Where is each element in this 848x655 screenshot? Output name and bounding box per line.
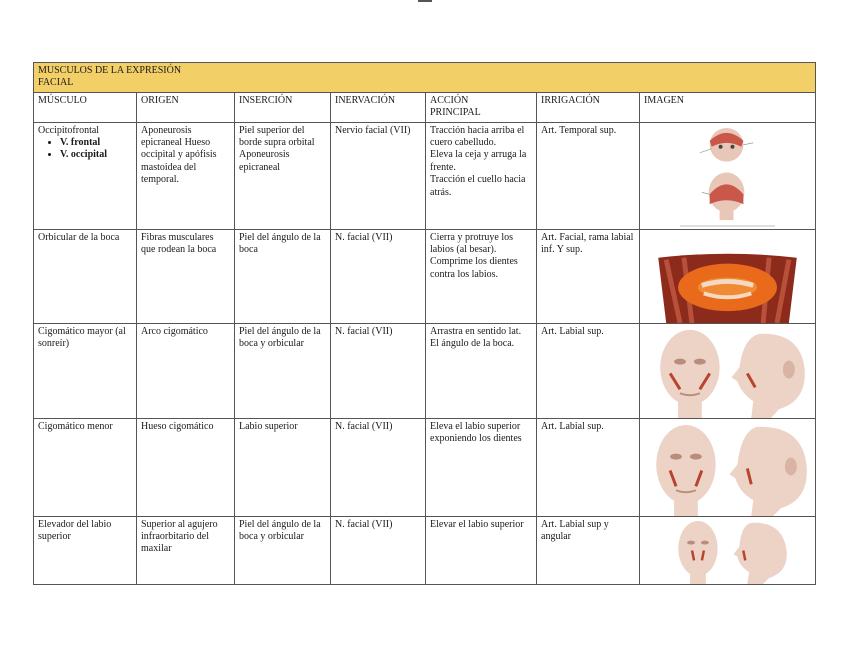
cell-irrigacion: Art. Labial sup. <box>537 418 640 516</box>
cell-inervacion: N. facial (VII) <box>331 323 426 418</box>
zygomaticus-major-illustration <box>640 324 815 418</box>
cell-musculo: Cigomático mayor (al sonreír) <box>34 323 137 418</box>
action-line: Cierra y protruye los labios (al besar). <box>430 231 514 256</box>
cell-insercion: Piel del ángulo de la boca <box>235 229 331 323</box>
table-title-line2: FACIAL <box>38 77 74 89</box>
cell-insercion: Piel del ángulo de la boca y orbicular <box>235 516 331 584</box>
action-line: Tracción hacia arriba el cuero cabelludo. <box>430 124 525 149</box>
table-row <box>34 516 816 584</box>
muscle-name: Occipitofrontal <box>38 124 100 136</box>
cell-accion <box>426 122 537 229</box>
table-title <box>34 63 816 93</box>
muscle-parts-list <box>38 137 132 162</box>
muscle-part: • V. frontal <box>60 137 132 149</box>
cell-imagen <box>640 418 816 516</box>
header-irrigacion: IRRIGACIÓN <box>537 92 640 122</box>
action-line: Arrastra en sentido lat. El ángulo de la boca. <box>430 325 522 350</box>
cell-origen: Superior al agujero infraorbitario del maxilar <box>137 516 235 584</box>
cell-irrigacion: Art. Temporal sup. <box>537 122 640 229</box>
action-line: Eleva la ceja y arruga la frente. <box>430 149 527 173</box>
header-insercion: INSERCIÓN <box>235 92 331 122</box>
muscle-part: • V. occipital <box>60 149 132 161</box>
table-row <box>34 122 816 229</box>
table-row <box>34 418 816 516</box>
table-row <box>34 229 816 323</box>
cell-accion <box>426 323 537 418</box>
cell-origen: Aponeurosis epicraneal Hueso occipital y apófisis mastoidea del temporal. <box>137 122 235 229</box>
header-imagen: IMAGEN <box>640 92 816 122</box>
cell-origen: Fibras musculares que rodean la boca <box>137 229 235 323</box>
header-origen: ORIGEN <box>137 92 235 122</box>
cell-accion <box>426 516 537 584</box>
cell-origen: Hueso cigomático <box>137 418 235 516</box>
cell-irrigacion: Art. Labial sup y angular <box>537 516 640 584</box>
cell-accion <box>426 418 537 516</box>
occipitofrontal-illustration <box>640 123 815 229</box>
cell-irrigacion: Art. Facial, rama labial inf. Y sup. <box>537 229 640 323</box>
cell-irrigacion: Art. Labial sup. <box>537 323 640 418</box>
cell-imagen <box>640 516 816 584</box>
cell-inervacion: N. facial (VII) <box>331 516 426 584</box>
action-line: Tracción el cuello hacia atrás. <box>430 174 526 198</box>
cell-musculo: Elevador del labio superior <box>34 516 137 584</box>
muscles-table <box>33 62 816 585</box>
header-musculo: MÚSCULO <box>34 92 137 122</box>
header-accion-label: ACCIÓN PRINCIPAL <box>430 94 481 119</box>
cell-inervacion: N. facial (VII) <box>331 418 426 516</box>
table-title-line1: MUSCULOS DE LA EXPRESIÓN <box>38 65 182 76</box>
action-line: Eleva el labio superior exponiendo los dientes <box>430 420 522 445</box>
cell-inervacion: Nervio facial (VII) <box>331 122 426 229</box>
cell-imagen <box>640 323 816 418</box>
page-edge-mark <box>418 0 432 2</box>
cell-insercion: Piel del ángulo de la boca y orbicular <box>235 323 331 418</box>
zygomaticus-minor-illustration <box>640 419 815 516</box>
cell-musculo: Orbicular de la boca <box>34 229 137 323</box>
header-accion <box>426 92 537 122</box>
cell-imagen <box>640 229 816 323</box>
cell-inervacion: N. facial (VII) <box>331 229 426 323</box>
cell-insercion: Labio superior <box>235 418 331 516</box>
levator-labii-illustration <box>640 517 815 584</box>
cell-accion <box>426 229 537 323</box>
cell-origen: Arco cigomático <box>137 323 235 418</box>
header-inervacion: INERVACIÓN <box>331 92 426 122</box>
cell-musculo: Cigomático menor <box>34 418 137 516</box>
action-line: Elevar el labio superior <box>430 518 524 530</box>
orbicularis-oris-illustration <box>640 230 815 323</box>
cell-musculo <box>34 122 137 229</box>
action-line: Comprime los dientes contra los labios. <box>430 256 518 280</box>
cell-imagen <box>640 122 816 229</box>
cell-insercion: Piel superior del borde supra orbital Aponeurosis epicraneal <box>235 122 331 229</box>
table-row <box>34 323 816 418</box>
